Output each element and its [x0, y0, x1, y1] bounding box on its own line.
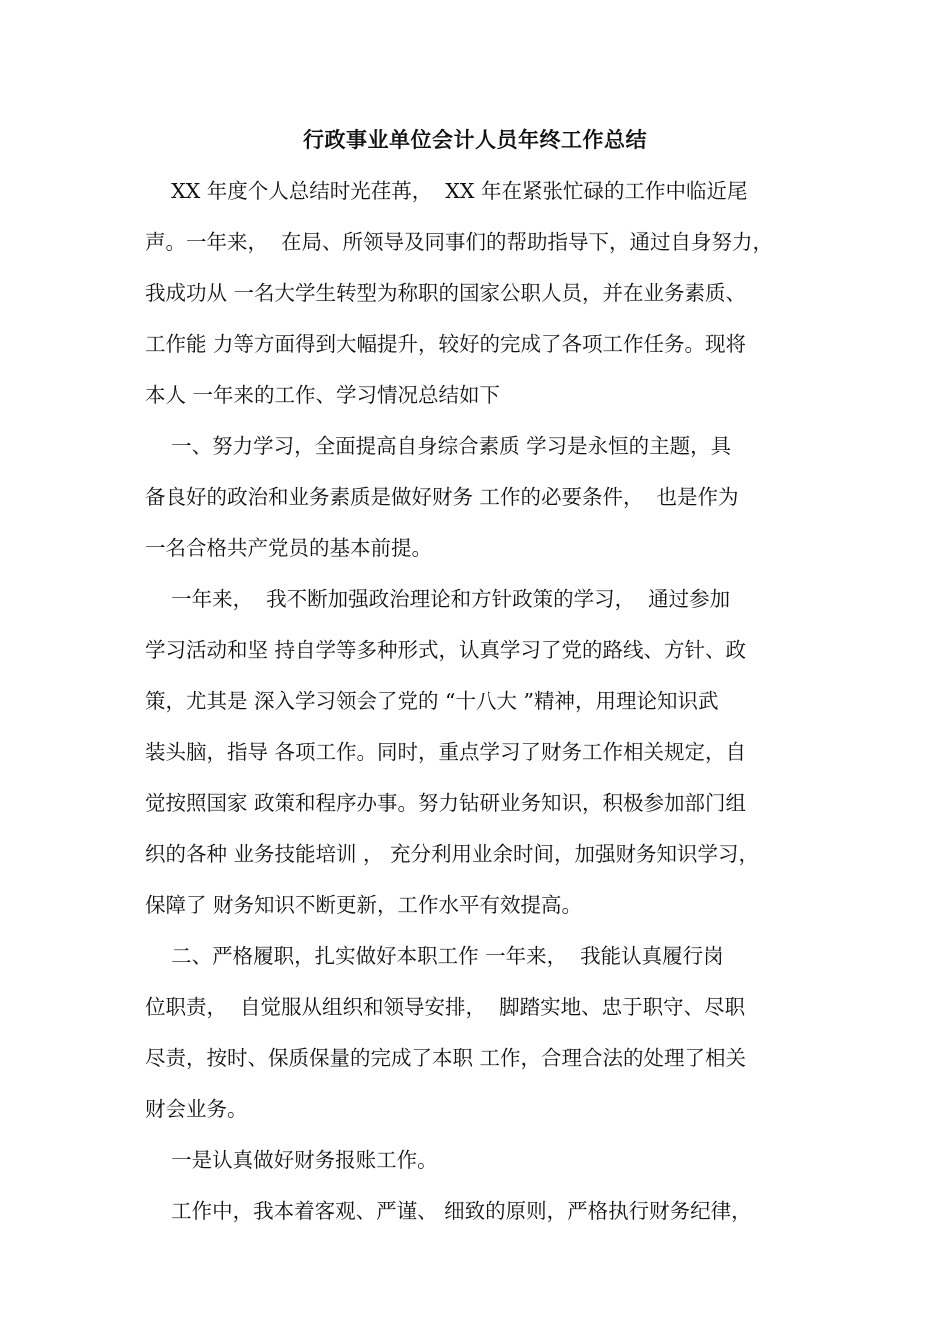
paragraph-line: 我成功从 一名大学生转型为称职的国家公职人员，并在业务素质、	[145, 281, 747, 305]
paragraph-line: 觉按照国家 政策和程序办事。努力钻研业务知识，积极参加部门组	[145, 791, 747, 815]
paragraph-line: 一年来， 我不断加强政治理论和方针政策的学习， 通过参加	[145, 587, 731, 611]
paragraph-line: 工作能 力等方面得到大幅提升，较好的完成了各项工作任务。现将	[145, 332, 747, 356]
paragraph-line: 一、努力学习，全面提高自身综合素质 学习是永恒的主题，具	[145, 434, 732, 458]
paragraph-line: XX 年度个人总结时光荏苒， XX 年在紧张忙碌的工作中临近尾	[145, 179, 748, 203]
paragraph-line: 一是认真做好财务报账工作。	[145, 1148, 438, 1172]
paragraph-line: 学习活动和坚 持自学等多种形式，认真学习了党的路线、方针、政	[145, 638, 747, 662]
paragraph-line: 一名合格共产党员的基本前提。	[145, 536, 432, 560]
paragraph-line: 装头脑，指导 各项工作。同时，重点学习了财务工作相关规定，自	[145, 740, 747, 764]
paragraph-line: 保障了 财务知识不断更新，工作水平有效提高。	[145, 893, 583, 917]
paragraph-line: 位职责， 自觉服从组织和领导安排， 脚踏实地、忠于职守、尽职	[145, 995, 746, 1019]
paragraph-line: 策，尤其是 深入学习领会了党的 “十八大 ”精神，用理论知识武	[145, 689, 719, 713]
paragraph-line: 尽责，按时、保质保量的完成了本职 工作，合理合法的处理了相关	[145, 1046, 747, 1070]
document-title: 行政事业单位会计人员年终工作总结	[303, 128, 647, 152]
paragraph-line: 财会业务。	[145, 1097, 248, 1121]
paragraph-line: 本人 一年来的工作、学习情况总结如下	[145, 383, 501, 407]
paragraph-line: 备良好的政治和业务素质是做好财务 工作的必要条件， 也是作为	[145, 485, 739, 509]
paragraph-line: 二、严格履职，扎实做好本职工作 一年来， 我能认真履行岗	[145, 944, 724, 968]
paragraph-line: 声。一年来， 在局、所领导及同事们的帮助指导下，通过自身努力，	[145, 230, 774, 254]
paragraph-line: 工作中，我本着客观、严谨、 细致的原则，严格执行财务纪律，	[145, 1199, 752, 1223]
paragraph-line: 织的各种 业务技能培训 ， 充分利用业余时间，加强财务知识学习，	[145, 842, 760, 866]
